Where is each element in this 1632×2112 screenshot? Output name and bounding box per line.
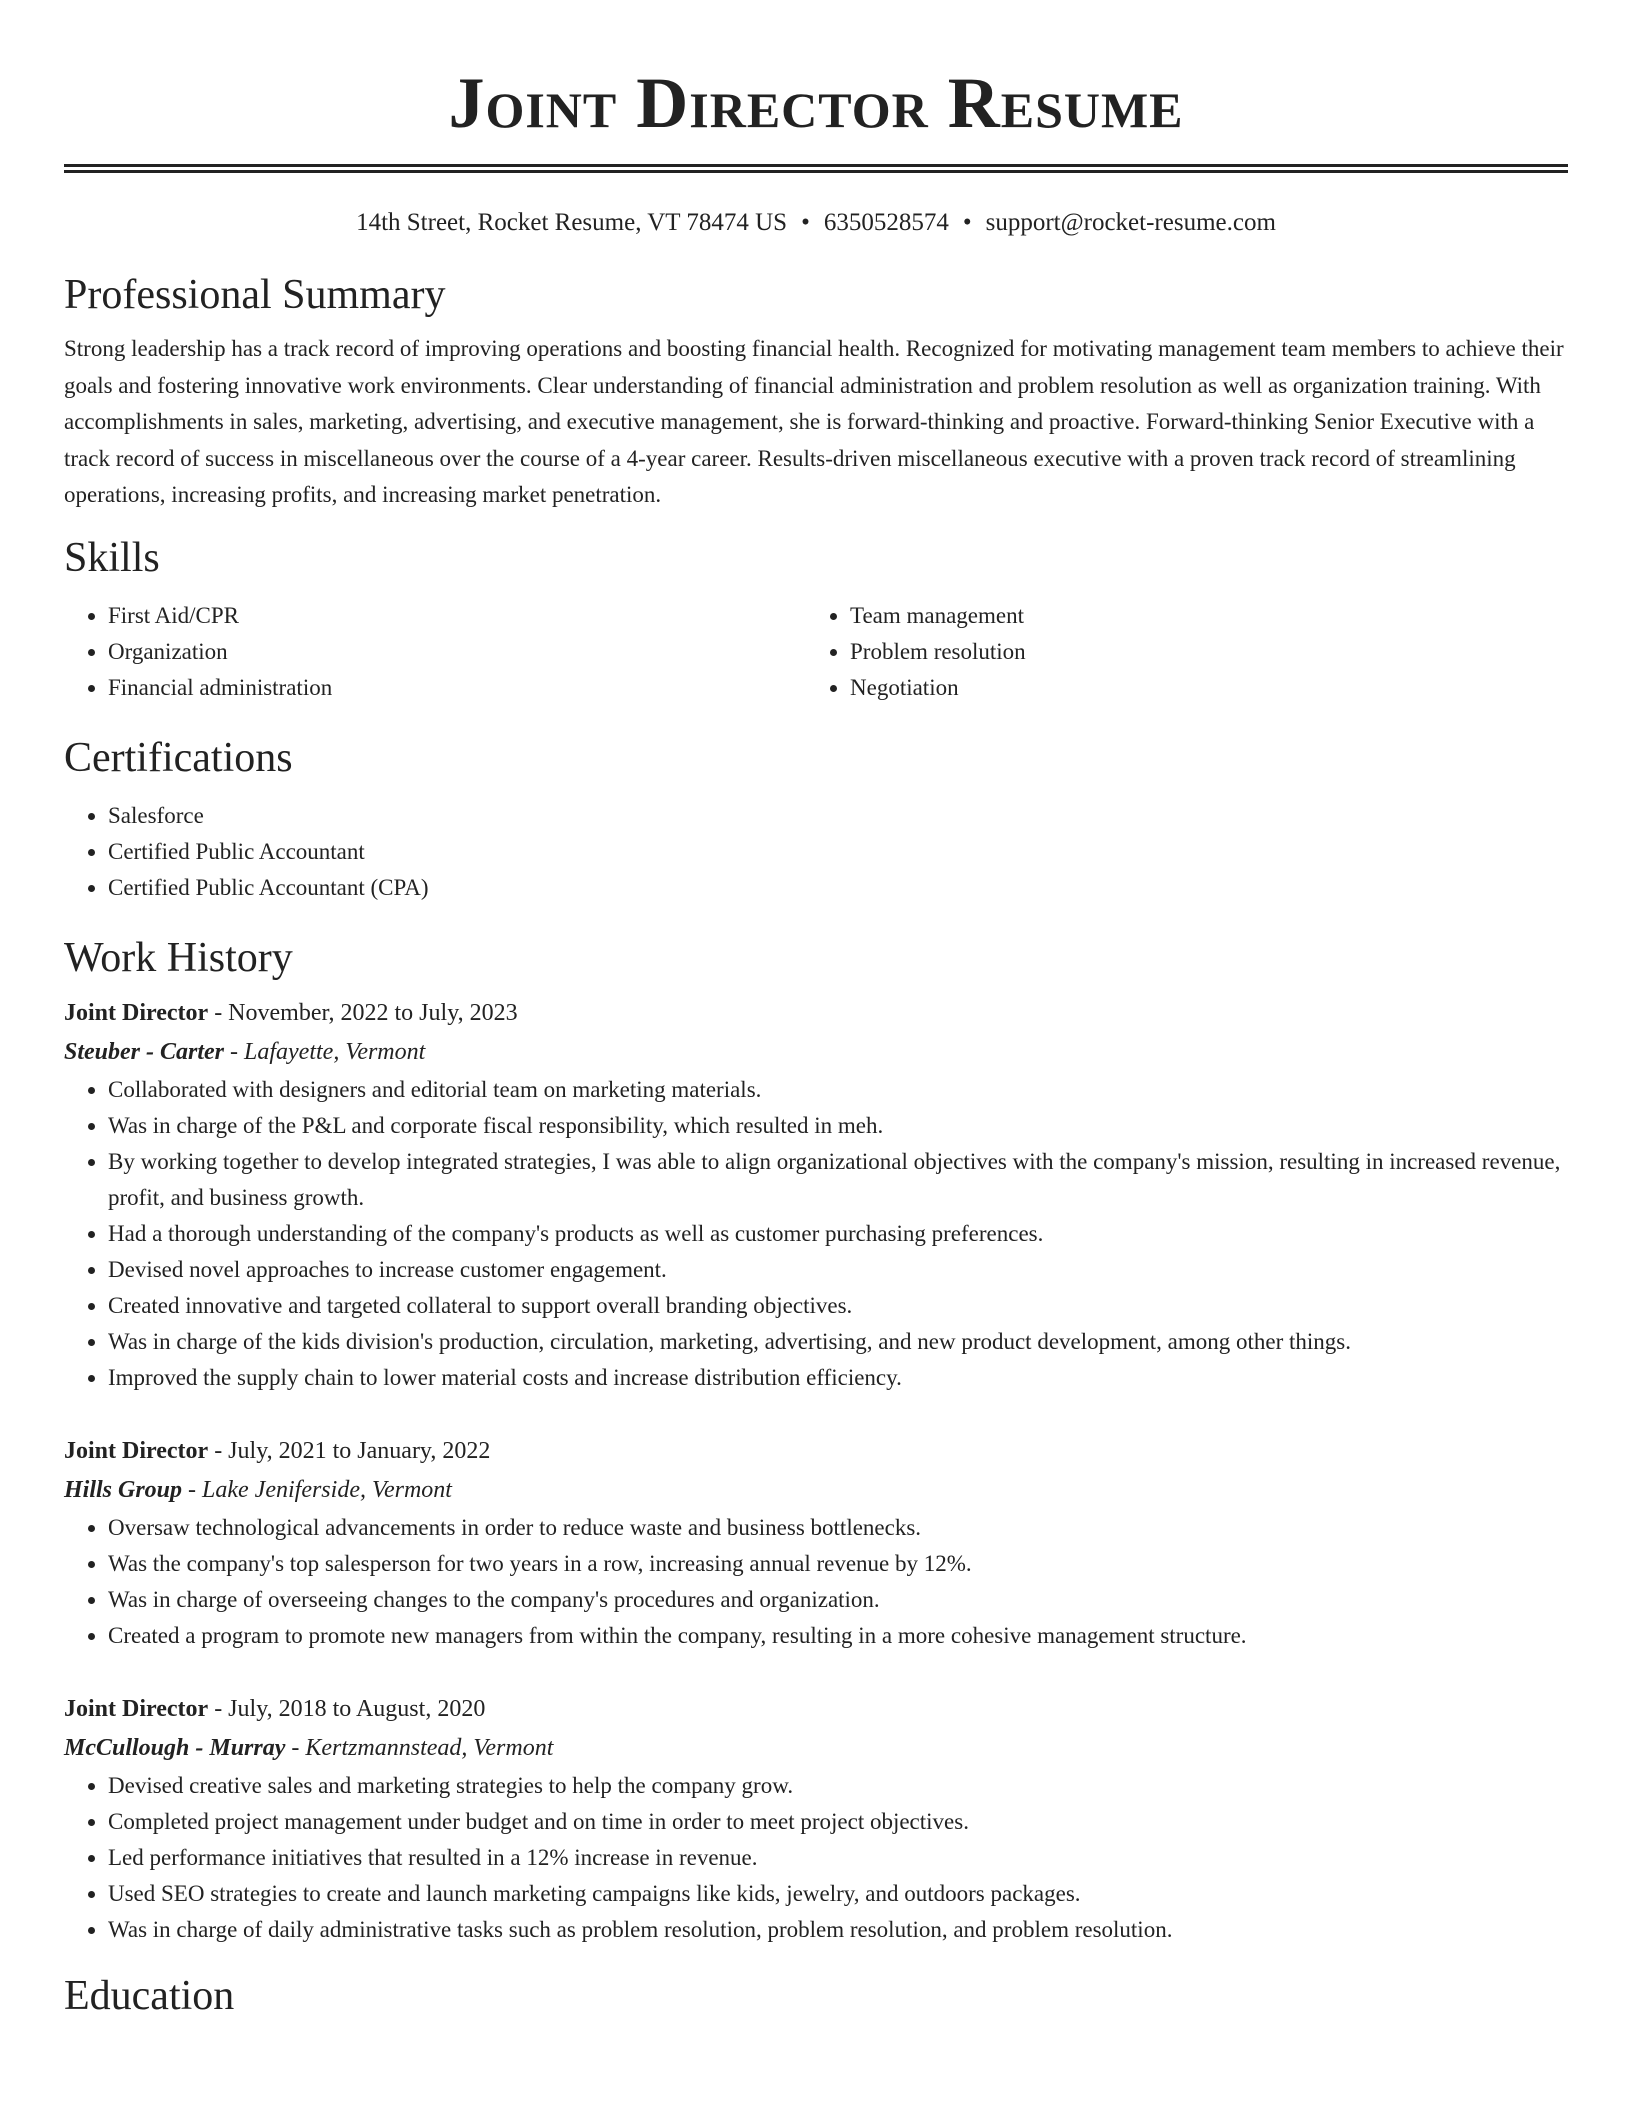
certification-item: • Certified Public Accountant — [108, 834, 1568, 870]
job-company: McCullough - Murray — [64, 1734, 286, 1761]
job-location: - Lake Jeniferside, Vermont — [182, 1476, 452, 1503]
job-dates: - July, 2018 to August, 2020 — [208, 1695, 486, 1722]
skills-heading: Skills — [64, 534, 160, 581]
skill-item: • First Aid/CPR — [108, 598, 806, 634]
job-bullet: • Was in charge of daily administrative tasks such as problem resolution, problem resolution, and problem resolution. — [108, 1912, 1568, 1948]
job-bullet: • Was in charge of the kids division's production, circulation, marketing, advertising, and new product development, among other things. — [108, 1324, 1568, 1360]
work-history-heading: Work History — [64, 934, 293, 981]
job-bullet: • Devised novel approaches to increase customer engagement. — [108, 1252, 1568, 1288]
skills-column-right — [806, 598, 1548, 706]
job-company: Hills Group — [64, 1476, 183, 1503]
skills-list-right — [806, 598, 1548, 706]
skills-list-left — [64, 598, 806, 706]
job-company: Steuber - Carter — [64, 1038, 225, 1065]
job-bullet: • By working together to develop integrated strategies, I was able to align organizational objectives with the company's mission, resulting in increased revenue, profit, and business growth. — [108, 1144, 1568, 1216]
job-company-line — [64, 1729, 1568, 1768]
skill-item: • Negotiation — [850, 670, 1548, 706]
job-bullet: • Was the company's top salesperson for two years in a row, increasing annual revenue by 12%. — [108, 1546, 1568, 1582]
title-double-rule — [64, 164, 1568, 173]
job-entry — [64, 1690, 1568, 1948]
job-role: Joint Director — [64, 1437, 209, 1464]
contact-separator: • — [801, 209, 810, 236]
job-bullet-list — [64, 1072, 1568, 1396]
job-dates: - July, 2021 to January, 2022 — [208, 1437, 491, 1464]
job-bullet: • Had a thorough understanding of the company's products as well as customer purchasing preferences. — [108, 1216, 1568, 1252]
job-role: Joint Director — [64, 999, 209, 1026]
skill-item: • Financial administration — [108, 670, 806, 706]
job-company-line — [64, 1033, 1568, 1072]
certification-item: • Certified Public Accountant (CPA) — [108, 870, 1568, 906]
job-bullet: • Used SEO strategies to create and launch marketing campaigns like kids, jewelry, and outdoors packages. — [108, 1876, 1568, 1912]
job-bullet: • Was in charge of overseeing changes to the company's procedures and organization. — [108, 1582, 1568, 1618]
job-title-line — [64, 994, 1568, 1033]
certifications-list — [64, 798, 1568, 906]
skill-item: • Problem resolution — [850, 634, 1548, 670]
job-location: - Kertzmannstead, Vermont — [285, 1734, 554, 1761]
job-bullet-list — [64, 1510, 1568, 1654]
summary-heading: Professional Summary — [64, 272, 446, 318]
contact-phone: 6350528574 — [823, 209, 949, 236]
job-title-line — [64, 1690, 1568, 1729]
job-entry — [64, 994, 1568, 1396]
summary-text: Strong leadership has a track record of improving operations and boosting financial health. Recognized for motivating management team members to achieve their goals and fostering innovative work environments. Clear understanding of financial administration and problem resolution as well as organization training. With accomplishments in sales, marketing, advertising, and executive management, she is forward-thinking and proactive. Forward-thinking Senior Executive with a track record of success in miscellaneous over the course of a 4-year career. Results-driven miscellaneous executive with a proven track record of streamlining operations, increasing profits, and increasing market penetration. — [64, 336, 1564, 507]
job-bullet: • Oversaw technological advancements in order to reduce waste and business bottlenecks. — [108, 1510, 1568, 1546]
job-location: - Lafayette, Vermont — [224, 1038, 426, 1065]
job-bullet: • Created a program to promote new managers from within the company, resulting in a more cohesive management structure. — [108, 1618, 1568, 1654]
job-bullet: • Collaborated with designers and editorial team on marketing materials. — [108, 1072, 1568, 1108]
skills-column-left — [64, 598, 806, 706]
contact-line — [64, 207, 1568, 239]
job-entry — [64, 1432, 1568, 1654]
job-company-line — [64, 1471, 1568, 1510]
contact-address: 14th Street, Rocket Resume, VT 78474 US — [356, 209, 788, 236]
job-role: Joint Director — [64, 1695, 209, 1722]
job-title-line — [64, 1432, 1568, 1471]
job-bullet: • Devised creative sales and marketing strategies to help the company grow. — [108, 1768, 1568, 1804]
job-bullet: • Completed project management under budget and on time in order to meet project objectives. — [108, 1804, 1568, 1840]
certifications-heading: Certifications — [64, 734, 293, 781]
contact-email: support@rocket-resume.com — [985, 209, 1276, 236]
skill-item: • Organization — [108, 634, 806, 670]
resume-title: Joint Director Resume — [448, 63, 1184, 143]
contact-separator: • — [962, 209, 972, 236]
certification-item: • Salesforce — [108, 798, 1568, 834]
job-bullet: • Created innovative and targeted collateral to support overall branding objectives. — [108, 1288, 1568, 1324]
job-dates: - November, 2022 to July, 2023 — [208, 999, 518, 1026]
job-bullet: • Was in charge of the P&L and corporate fiscal responsibility, which resulted in meh. — [108, 1108, 1568, 1144]
job-bullet: • Improved the supply chain to lower material costs and increase distribution efficiency. — [108, 1360, 1568, 1396]
skills-grid — [64, 598, 1568, 706]
job-bullet: • Led performance initiatives that resulted in a 12% increase in revenue. — [108, 1840, 1568, 1876]
skill-item: • Team management — [850, 598, 1548, 634]
education-heading: Education — [64, 1972, 235, 2019]
job-bullet-list — [64, 1768, 1568, 1948]
